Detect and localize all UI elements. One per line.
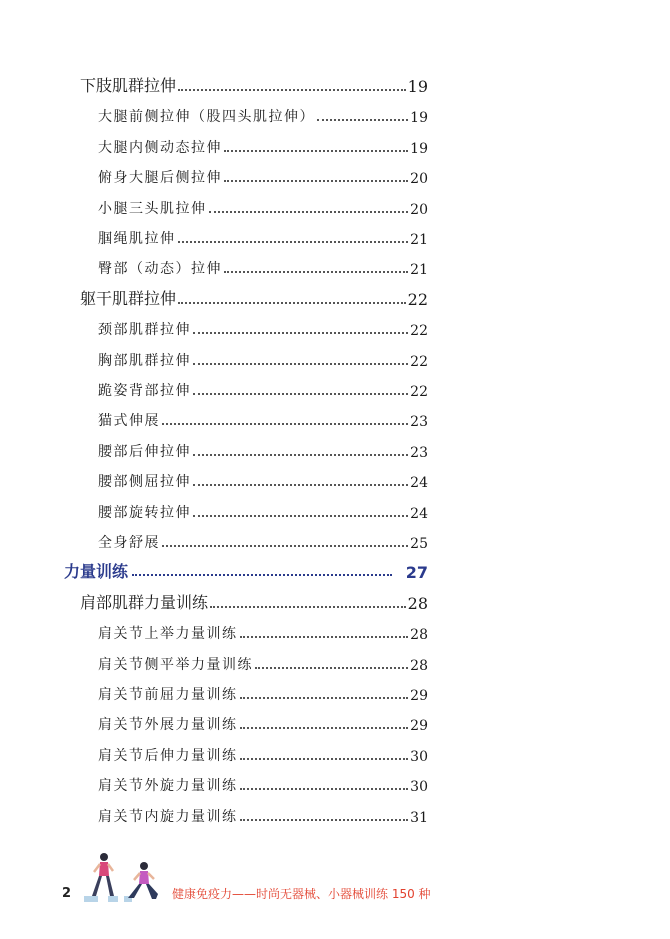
toc-page-number: 28	[410, 657, 428, 674]
toc-page-number: 19	[407, 77, 428, 96]
toc-page-number: 20	[410, 201, 428, 218]
toc-entry	[98, 680, 428, 704]
toc-entry-title: 肩关节前屈力量训练	[98, 687, 238, 703]
toc-leader-dots	[224, 179, 408, 182]
toc-page-number: 30	[410, 779, 428, 796]
footer-book-title: 健康免疫力——时尚无器械、小器械训练 150 种	[172, 887, 431, 901]
page-footer	[0, 850, 670, 910]
toc-entry-title: 肩关节上举力量训练	[98, 626, 238, 643]
toc-page-number: 23	[410, 414, 428, 431]
toc-page-number: 19	[410, 140, 428, 157]
toc-page-number: 28	[410, 627, 428, 644]
toc-entry	[98, 619, 428, 643]
toc-leader-dots	[178, 88, 406, 91]
toc-leader-dots	[317, 118, 408, 121]
toc-page-number: 24	[410, 505, 428, 522]
toc-leader-dots	[255, 666, 408, 669]
toc-leader-dots	[193, 483, 408, 486]
toc-entry-title: 大腿内侧动态拉伸	[98, 139, 222, 156]
toc-entry-title: 腰部后伸拉伸	[98, 443, 191, 460]
toc-page-number: 29	[410, 718, 428, 735]
toc-entry-title: 肩关节后伸力量训练	[98, 747, 238, 764]
toc-page-number: 21	[410, 262, 428, 279]
toc-entry	[98, 802, 428, 826]
toc-leader-dots	[193, 453, 408, 456]
toc-entry	[98, 163, 428, 187]
toc-page-number: 27	[405, 563, 428, 583]
toc-page-number: 20	[410, 171, 428, 188]
toc-entry	[98, 528, 428, 552]
toc-entry	[98, 194, 428, 218]
toc-entry	[98, 102, 428, 126]
toc-leader-dots	[240, 787, 409, 790]
toc-entry	[98, 254, 428, 278]
toc-entry-title: 全身舒展	[98, 535, 160, 551]
toc-page-number: 21	[410, 232, 428, 248]
toc-page-number: 19	[410, 110, 428, 127]
toc-page-number: 31	[410, 809, 428, 826]
toc-entry-title: 跪姿背部拉伸	[98, 383, 191, 399]
toc-entry	[98, 346, 428, 370]
toc-leader-dots	[178, 240, 409, 243]
toc-section	[80, 72, 428, 96]
toc-entry-title: 躯干肌群拉伸	[80, 288, 177, 308]
toc-entry	[98, 224, 428, 248]
toc-entry-title: 肩关节外展力量训练	[98, 717, 238, 734]
toc-entry	[98, 467, 428, 491]
toc-section	[80, 589, 428, 613]
toc-leader-dots	[132, 573, 392, 576]
toc-entry-title: 力量训练	[64, 562, 129, 582]
toc-entry	[98, 315, 428, 339]
toc-entry-title: 猫式伸展	[98, 413, 160, 430]
toc-page-number: 24	[410, 475, 428, 492]
toc-entry	[98, 437, 428, 461]
toc-page-number: 22	[410, 353, 428, 370]
toc-page-number: 30	[410, 748, 428, 765]
toc-entry-title: 大腿前侧拉伸（股四头肌拉伸）	[98, 109, 315, 126]
toc-entry	[98, 133, 428, 157]
toc-leader-dots	[193, 362, 408, 365]
exercise-figures-illustration	[80, 852, 170, 906]
toc-entry-title: 肩关节外旋力量训练	[98, 778, 238, 795]
toc-entry-title: 腘绳肌拉伸	[98, 231, 176, 247]
toc-leader-dots	[240, 635, 409, 638]
page-number: 2	[62, 886, 72, 901]
toc-entry-title: 颈部肌群拉伸	[98, 322, 191, 339]
toc-chapter	[64, 558, 428, 582]
toc-leader-dots	[209, 210, 409, 213]
toc-leader-dots	[178, 301, 406, 304]
toc-leader-dots	[210, 605, 406, 608]
toc-entry-title: 肩部肌群力量训练	[80, 592, 209, 612]
toc-page-number: 29	[410, 688, 428, 704]
toc-entry-title: 下肢肌群拉伸	[80, 76, 177, 95]
toc-entry-title: 腰部侧屈拉伸	[98, 474, 191, 491]
toc-entry	[98, 741, 428, 765]
toc-leader-dots	[193, 331, 408, 334]
toc-entry-title: 臀部（动态）拉伸	[98, 261, 222, 278]
toc-page-number: 22	[410, 384, 428, 400]
toc-section	[80, 285, 428, 309]
toc-entry-title: 肩关节侧平举力量训练	[98, 656, 253, 673]
toc-leader-dots	[162, 544, 408, 547]
toc-entry-title: 肩关节内旋力量训练	[98, 808, 238, 825]
toc-entry	[98, 650, 428, 674]
toc-page-number: 28	[407, 593, 428, 613]
toc-leader-dots	[240, 818, 409, 821]
toc-entry	[98, 498, 428, 522]
toc-page-number: 22	[407, 289, 428, 309]
toc-leader-dots	[240, 757, 409, 760]
toc-leader-dots	[193, 392, 408, 395]
toc-leader-dots	[224, 270, 408, 273]
toc-entry-title: 胸部肌群拉伸	[98, 352, 191, 369]
toc-leader-dots	[193, 514, 408, 517]
toc-entry-title: 俯身大腿后侧拉伸	[98, 170, 222, 187]
toc-entry-title: 腰部旋转拉伸	[98, 504, 191, 521]
toc-page-number: 25	[410, 536, 428, 552]
toc-leader-dots	[224, 149, 408, 152]
toc-entry	[98, 406, 428, 430]
toc-entry	[98, 771, 428, 795]
toc-leader-dots	[162, 422, 408, 425]
toc-page-number: 23	[410, 444, 428, 461]
toc-entry	[98, 710, 428, 734]
toc-leader-dots	[240, 726, 409, 729]
toc-leader-dots	[240, 696, 409, 699]
toc-entry	[98, 376, 428, 400]
toc-page-number: 22	[410, 323, 428, 340]
toc-entry-title: 小腿三头肌拉伸	[98, 200, 207, 217]
